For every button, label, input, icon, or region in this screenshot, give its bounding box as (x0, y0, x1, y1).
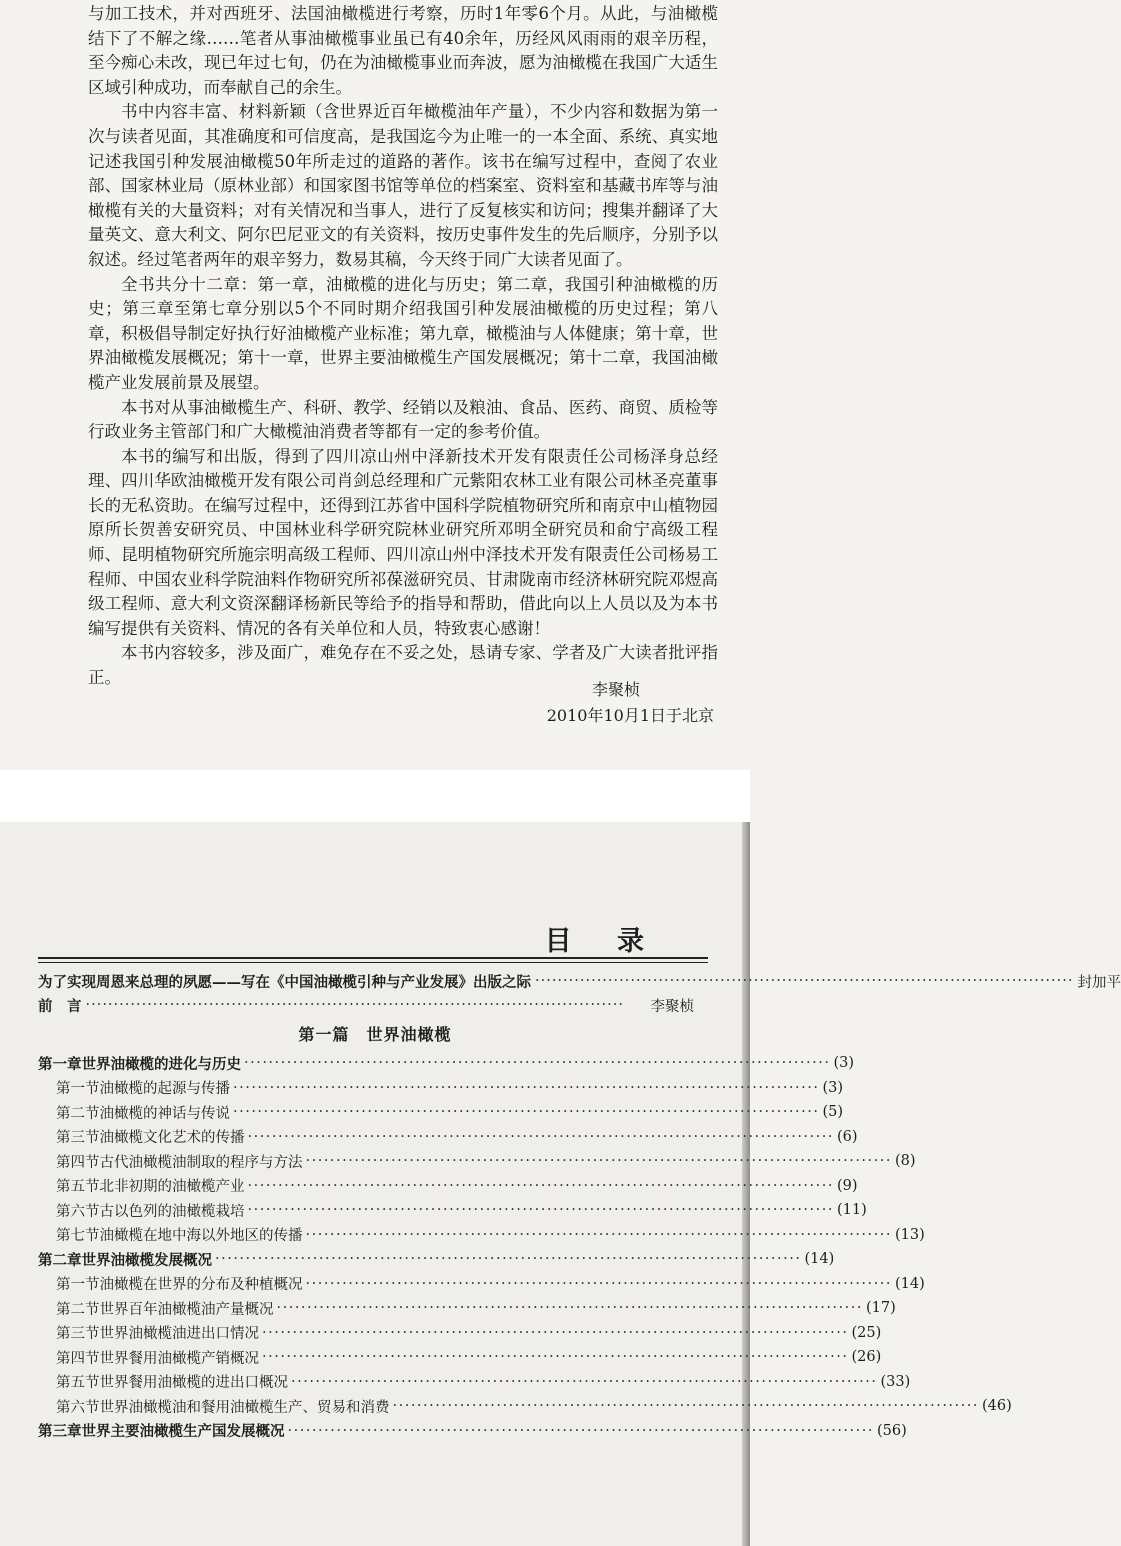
toc-entry-number: 第五节 (56, 1179, 100, 1196)
leader-dots: ································································································ (247, 1177, 834, 1194)
toc-entry-title: 油橄榄的神话与传说 (99, 1105, 230, 1122)
toc-chapter-entry (38, 1247, 835, 1272)
leader-dots: ································································································ (305, 1275, 892, 1292)
preface-paragraph: 书中内容丰富、材料新颖（含世界近百年橄榄油年产量），不少内容和数据为第一次与读者见面，其准确度和可信度高，是我国迄今为止唯一的一本全面、系统、真实地记述我国引种发展油橄榄50年所走过的道路的著作。该书在编写过程中，查阅了农业部、国家林业局（原林业部）和国家图书馆等单位的档案室、资料室和基藏书库等与油橄榄有关的大量资料；对有关情况和当事人，进行了反复核实和访问；搜集并翻译了大量英文、意大利文、阿尔巴尼亚文的有关资料，按历史事件发生的先后顺序，分别予以叙述。经过笔者两年的艰辛努力，数易其稿，今天终于同广大读者见面了。 (88, 102, 718, 269)
toc-section-entry (38, 1100, 844, 1125)
toc-entry-page: (5) (822, 1104, 844, 1121)
preface-paragraph: 全书共分十二章：第一章，油橄榄的进化与历史；第二章，我国引种油橄榄的历史；第三章至第七章分别以5个不同时期介绍我国引种发展油橄榄的历史过程；第八章，积极倡导制定好执行好油橄榄产业标准；第九章，橄榄油与人体健康；第十章，世界油橄榄发展概况；第十一章，世界主要油橄榄生产国发展概况；第十二章，我国油橄榄产业发展前景及展望。 (88, 274, 718, 392)
toc-entry-title: 油橄榄在世界的分布及种植概况 (99, 1277, 303, 1294)
leader-dots: ································································································ (276, 1300, 863, 1317)
toc-entry-number: 第七节 (56, 1228, 100, 1245)
toc-section-entry (38, 1174, 858, 1199)
toc-entry-title: 油橄榄在地中海以外地区的传播 (99, 1228, 303, 1245)
toc-chapter-entry (38, 1419, 907, 1444)
toc-entry-number: 第六节 (56, 1203, 100, 1220)
front-matter-preface (38, 994, 694, 1016)
toc-entry-title: 世界油橄榄发展概况 (81, 1252, 212, 1269)
toc-chapter-entry (38, 1051, 855, 1076)
toc-entry-number: 第一节 (56, 1081, 100, 1098)
toc-entry-number: 第三节 (56, 1130, 100, 1147)
preface-text (88, 2, 718, 691)
toc-section-entry (38, 1345, 882, 1370)
toc-entry-title: 世界百年油橄榄油产量概况 (99, 1301, 274, 1318)
toc-section-entry (38, 1076, 844, 1101)
toc-entries (38, 1051, 1012, 1443)
toc-entry-title: 世界油橄榄的进化与历史 (81, 1056, 241, 1073)
toc-section-entry (38, 1125, 858, 1150)
leader-dots: ································································································ (233, 1104, 820, 1121)
toc-rule (38, 962, 708, 963)
leader-dots: ································································································ (233, 1079, 820, 1096)
leader-dots: ································································································ (535, 973, 1074, 989)
toc-entry-number: 第一章 (38, 1056, 82, 1073)
toc-rule (38, 957, 708, 959)
toc-entry-number: 第二节 (56, 1301, 100, 1318)
toc-section-entry (38, 1296, 896, 1321)
preface-page (0, 0, 750, 770)
toc-entry-page: (11) (836, 1202, 867, 1219)
toc-section-entry (38, 1370, 911, 1395)
leader-dots: ································································································ (287, 1422, 874, 1439)
toc-page (0, 822, 1121, 1546)
preface-author: 李聚桢 (591, 680, 640, 699)
toc-entry-page: (8) (894, 1153, 916, 1170)
toc-entry-page: (56) (876, 1422, 907, 1439)
leader-dots: ································································································ (247, 1202, 834, 1219)
toc-entry-number: 第三章 (38, 1424, 82, 1441)
front-matter-title: 前 言 (38, 997, 82, 1015)
toc-entry-number: 第六节 (56, 1399, 100, 1416)
toc-entry-title: 古代油橄榄油制取的程序与方法 (99, 1154, 303, 1171)
leader-dots: ································································································ (305, 1153, 892, 1170)
toc-entry-number: 第三节 (56, 1326, 100, 1343)
toc-entry-number: 第五节 (56, 1375, 100, 1392)
toc-entry-page: (33) (880, 1373, 911, 1390)
toc-section-entry (38, 1149, 916, 1174)
toc-entry-page: (17) (865, 1300, 896, 1317)
preface-paragraph: 本书内容较多，涉及面广，难免存在不妥之处，恳请专家、学者及广大读者批评指正。 (88, 643, 718, 688)
front-matter-author: 李聚桢 (650, 998, 694, 1015)
leader-dots: ································································································ (262, 1324, 849, 1341)
toc-entry-page: (25) (851, 1324, 882, 1341)
preface-paragraph: 与加工技术，并对西班牙、法国油橄榄进行考察，历时1年零6个月。从此，与油橄榄结下了不解之缘……笔者从事油橄榄事业虽已有40余年，历经风风雨雨的艰辛历程，至今痴心未改，现已年过七旬，仍在为油橄榄事业而奔波，愿为油橄榄在我国广大适生区域引种成功，而奉献自己的余生。 (88, 4, 718, 97)
toc-entry-number: 第二节 (56, 1105, 100, 1122)
leader-dots: ································································································ (291, 1373, 878, 1390)
toc-section-entry (38, 1394, 1012, 1419)
leader-dots: ································································································ (247, 1128, 834, 1145)
toc-entry-title: 世界油橄榄油进出口情况 (99, 1326, 259, 1343)
toc-entry-page: (14) (804, 1251, 835, 1268)
toc-title: 目 录 (544, 926, 662, 957)
toc-entry-title: 世界油橄榄油和餐用油橄榄生产、贸易和消费 (99, 1399, 390, 1416)
toc-entry-page: (3) (833, 1055, 855, 1072)
toc-section-entry (38, 1223, 925, 1248)
toc-section-entry (38, 1198, 867, 1223)
part-title: 第一篇 世界油橄榄 (298, 1025, 452, 1044)
preface-paragraph: 本书对从事油橄榄生产、科研、教学、经销以及粮油、食品、医药、商贸、质检等行政业务主管部门和广大橄榄油消费者等都有一定的参考价值。 (88, 397, 718, 442)
front-matter-author: 封加平 (1077, 974, 1121, 991)
toc-entry-page: (13) (894, 1226, 925, 1243)
leader-dots: ································································································ (85, 997, 624, 1013)
toc-entry-page: (26) (851, 1349, 882, 1366)
toc-entry-number: 第一节 (56, 1277, 100, 1294)
toc-entry-number: 第二章 (38, 1252, 82, 1269)
preface-date: 2010年10月1日于北京 (546, 706, 714, 725)
toc-entry-title: 油橄榄文化艺术的传播 (99, 1130, 245, 1147)
preface-paragraph: 本书的编写和出版，得到了四川凉山州中泽新技术开发有限责任公司杨泽身总经理、四川华欧油橄榄开发有限公司肖剑总经理和广元紫阳农林工业有限公司林圣亮董事长的无私资助。在编写过程中，还得到江苏省中国科学院植物研究所和南京中山植物园原所长贺善安研究员、中国林业科学研究院林业研究所邓明全研究员和俞宁高级工程师、昆明植物研究所施宗明高级工程师、四川凉山州中泽技术开发有限责任公司杨易工程师、中国农业科学院油料作物研究所祁葆滋研究员、甘肃陇南市经济林研究院邓煜高级工程师、意大利文资深翻译杨新民等给予的指导和帮助，借此向以上人员以及为本书编写提供有关资料、情况的各有关单位和人员，特致衷心感谢！ (88, 446, 718, 638)
front-matter-foreword (38, 970, 1121, 992)
toc-entry-page: (9) (836, 1177, 858, 1194)
toc-entry-page: (46) (981, 1398, 1012, 1415)
toc-section-entry (38, 1321, 882, 1346)
leader-dots: ································································································ (392, 1398, 979, 1415)
toc-entry-title: 油橄榄的起源与传播 (99, 1081, 230, 1098)
toc-entry-number: 第四节 (56, 1154, 100, 1171)
toc-section-entry (38, 1272, 925, 1297)
toc-entry-title: 北非初期的油橄榄产业 (99, 1179, 245, 1196)
toc-entry-number: 第四节 (56, 1350, 100, 1367)
leader-dots: ································································································ (262, 1349, 849, 1366)
leader-dots: ································································································ (244, 1055, 831, 1072)
toc-entry-page: (3) (822, 1079, 844, 1096)
toc-entry-title: 世界主要油橄榄生产国发展概况 (81, 1424, 285, 1441)
front-matter-title: 为了实现周恩来总理的夙愿——写在《中国油橄榄引种与产业发展》出版之际 (38, 973, 531, 991)
toc-entry-title: 世界餐用油橄榄的进出口概况 (99, 1375, 288, 1392)
page-gap (0, 770, 750, 822)
toc-entry-page: (6) (836, 1128, 858, 1145)
toc-entry-title: 世界餐用油橄榄产销概况 (99, 1350, 259, 1367)
leader-dots: ································································································ (305, 1226, 892, 1243)
leader-dots: ································································································ (215, 1251, 802, 1268)
toc-entry-page: (14) (894, 1275, 925, 1292)
toc-entry-title: 古以色列的油橄榄栽培 (99, 1203, 245, 1220)
